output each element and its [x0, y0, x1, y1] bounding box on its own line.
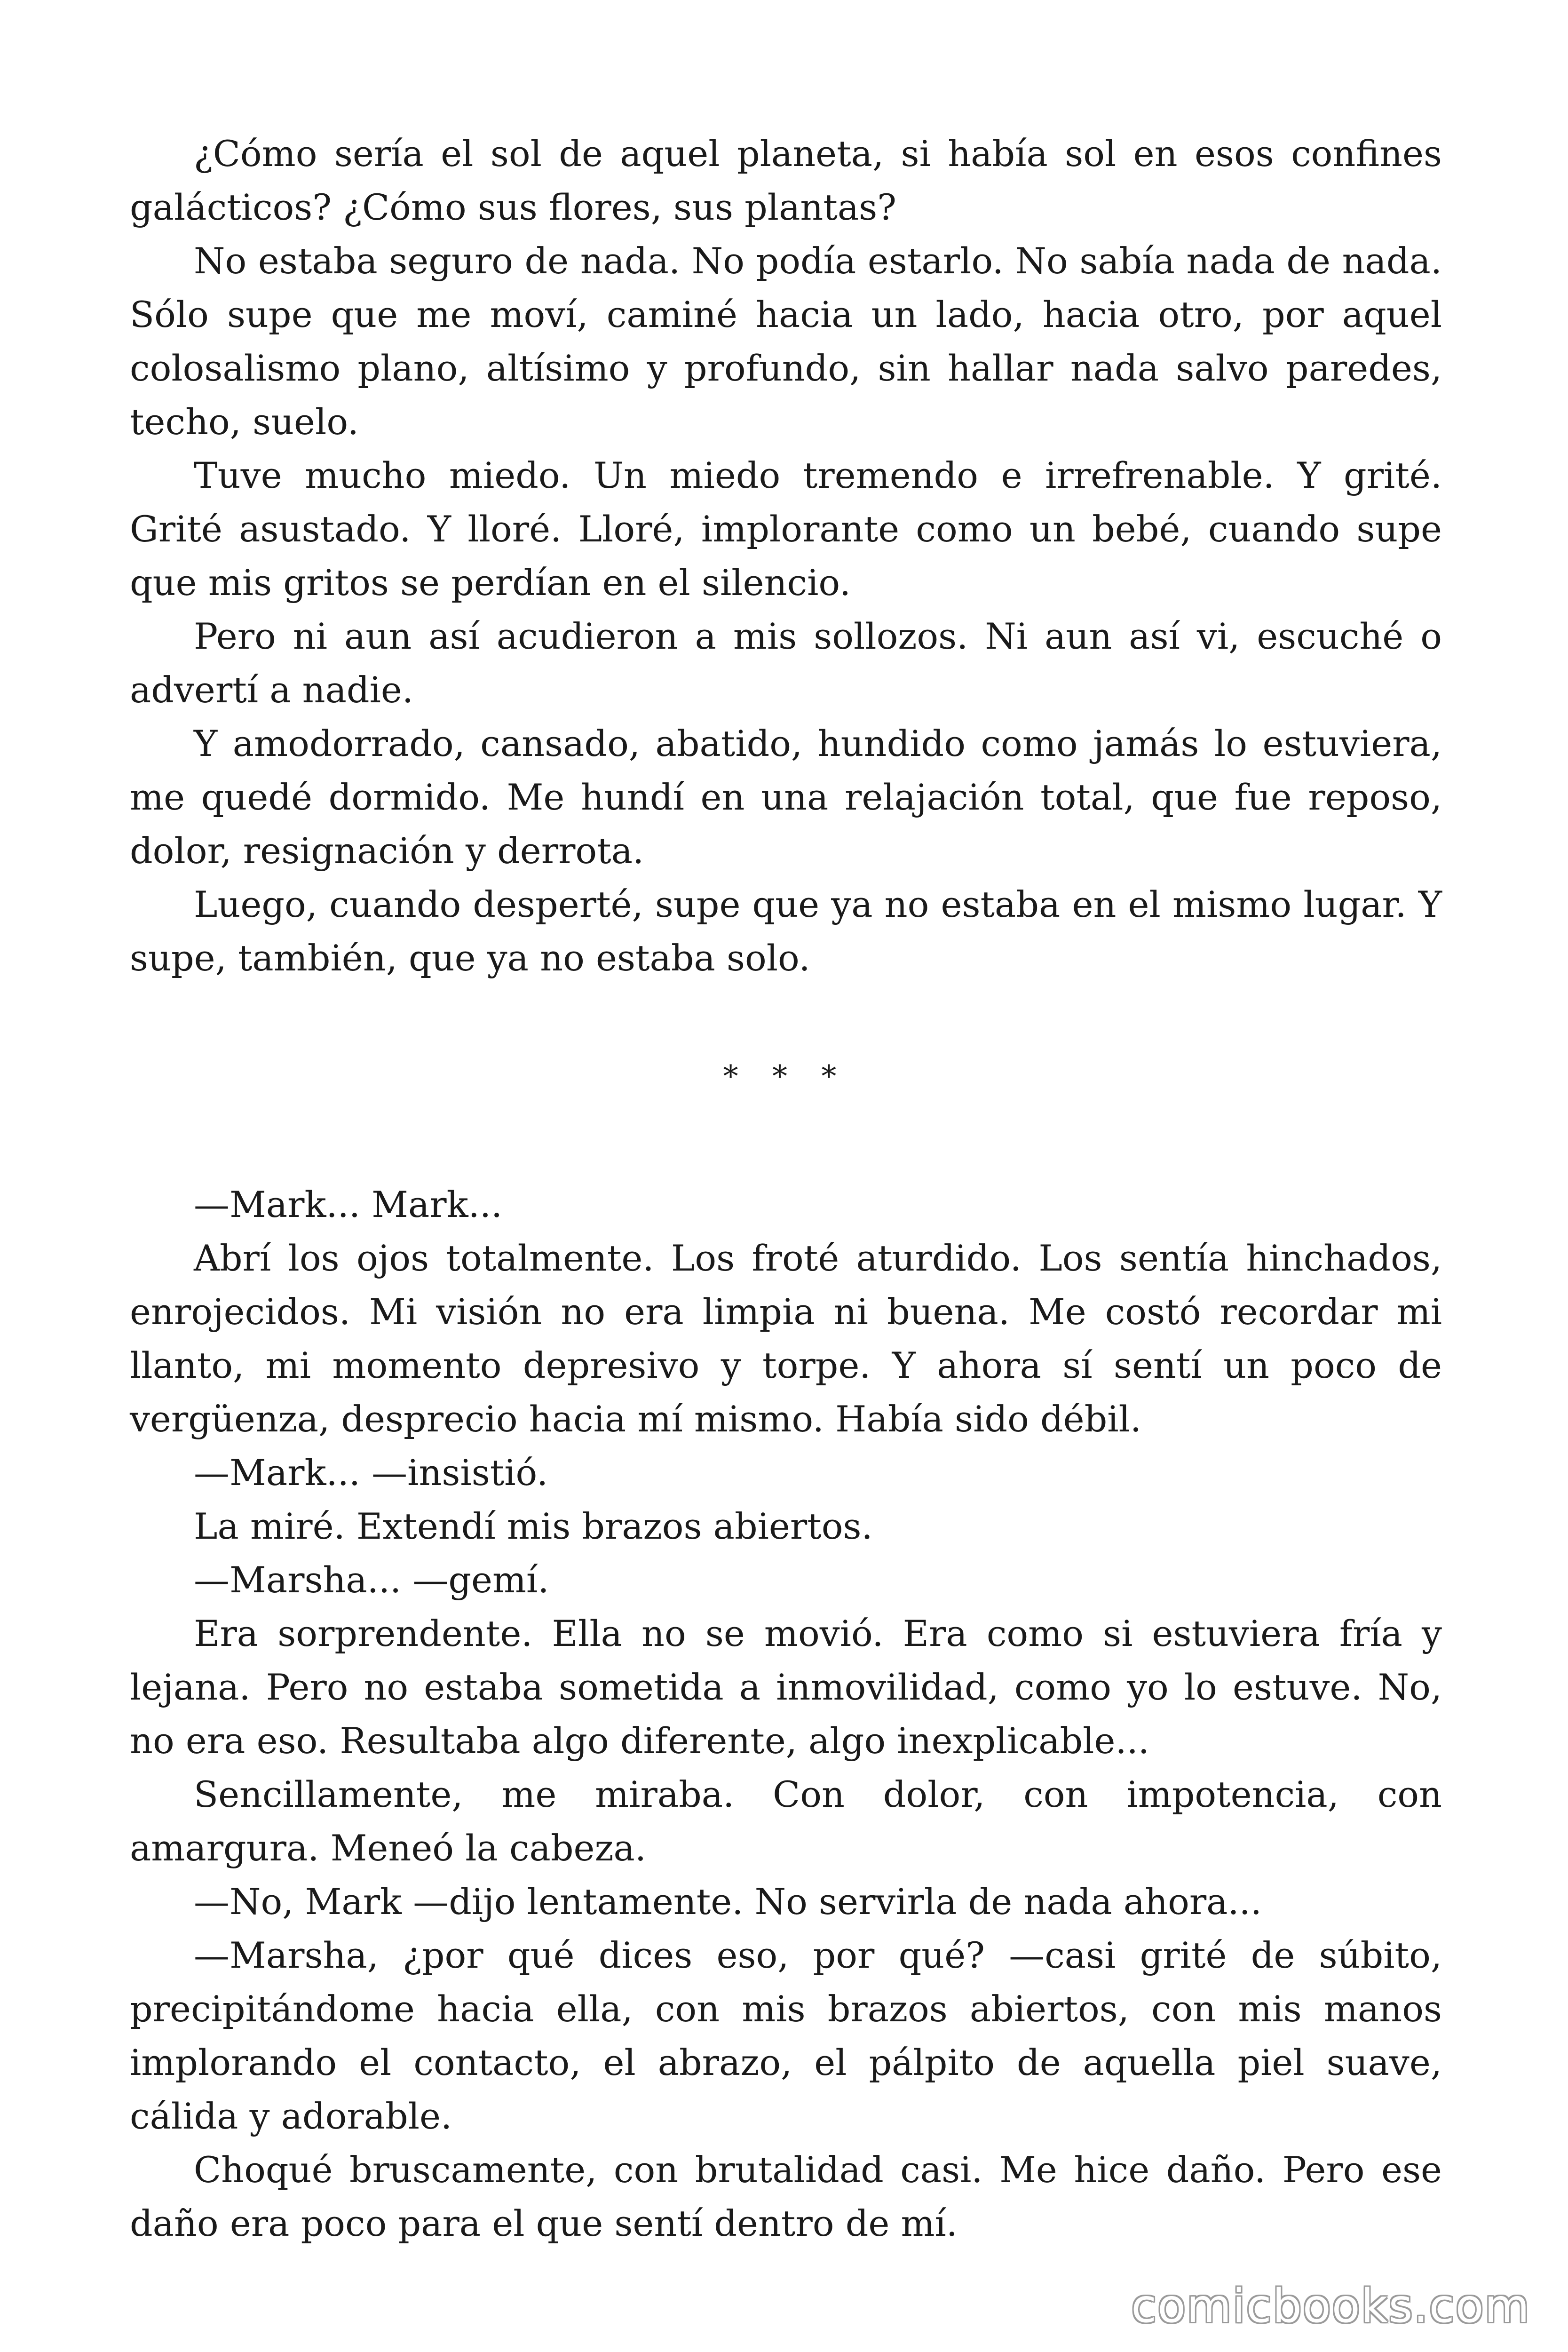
paragraph: Sencillamente, me miraba. Con dolor, con impotencia, con amargura. Meneó la cabeza.: [130, 1773, 1442, 1869]
paragraph: Pero ni aun así acudieron a mis sollozos. Ni aun así vi, escuché o advertí a nadie.: [130, 615, 1442, 711]
paragraph: Luego, cuando desperté, supe que ya no estaba en el mismo lugar. Y supe, también, que ya no estaba solo.: [130, 883, 1442, 979]
paragraph: La miré. Extendí mis brazos abiertos.: [194, 1505, 873, 1547]
paragraph: Era sorprendente. Ella no se movió. Era como si estuviera fría y lejana. Pero no estaba sometida a inmovilidad, como yo lo estuve. No, no era eso. Resultaba algo diferente, algo inexplicable...: [130, 1613, 1442, 1762]
section-before-break: [130, 127, 1442, 985]
paragraph: Choqué bruscamente, con brutalidad casi. Me hice daño. Pero ese daño era poco para el que sentí dentro de mí.: [130, 2149, 1442, 2244]
paragraph: Abrí los ojos totalmente. Los froté aturdido. Los sentía hinchados, enrojecidos. Mi visión no era limpia ni buena. Me costó recordar mi llanto, mi momento depresivo y torpe. Y ahora sí sentí un poco de vergüenza, desprecio hacia mí mismo. Había sido débil.: [130, 1237, 1442, 1440]
section-after-break: [130, 1178, 1442, 2250]
book-page: [130, 127, 1442, 2250]
scene-break: [130, 985, 1442, 1178]
paragraph: —Mark... —insistió.: [194, 1452, 548, 1494]
paragraph: Y amodorrado, cansado, abatido, hundido como jamás lo estuviera, me quedé dormido. Me hundí en una relajación total, que fue reposo, dolor, resignación y derrota.: [130, 723, 1442, 872]
paragraph: No estaba seguro de nada. No podía estarlo. No sabía nada de nada. Sólo supe que me moví, caminé hacia un lado, hacia otro, por aquel colosalismo plano, altísimo y profundo, sin hallar nada salvo paredes, techo, suelo.: [130, 240, 1442, 443]
paragraph: —Mark... Mark...: [194, 1184, 503, 1225]
scene-break-asterisks: * * *: [723, 1059, 849, 1094]
watermark: comicbooks.com: [1131, 2280, 1530, 2333]
paragraph: —No, Mark —dijo lentamente. No servirla de nada ahora...: [194, 1881, 1262, 1923]
paragraph: Tuve mucho miedo. Un miedo tremendo e irrefrenable. Y grité. Grité asustado. Y lloré. Lloré, implorante como un bebé, cuando supe que mis gritos se perdían en el silencio.: [130, 454, 1442, 604]
paragraph: ¿Cómo sería el sol de aquel planeta, si había sol en esos confines galácticos? ¿Cómo sus flores, sus plantas?: [130, 133, 1442, 228]
paragraph: —Marsha... —gemí.: [194, 1559, 549, 1601]
paragraph: —Marsha, ¿por qué dices eso, por qué? —casi grité de súbito, precipitándome hacia ella, con mis brazos abiertos, con mis manos implorando el contacto, el abrazo, el pálpito de aquella piel suave, cálida y adorable.: [130, 1934, 1442, 2137]
